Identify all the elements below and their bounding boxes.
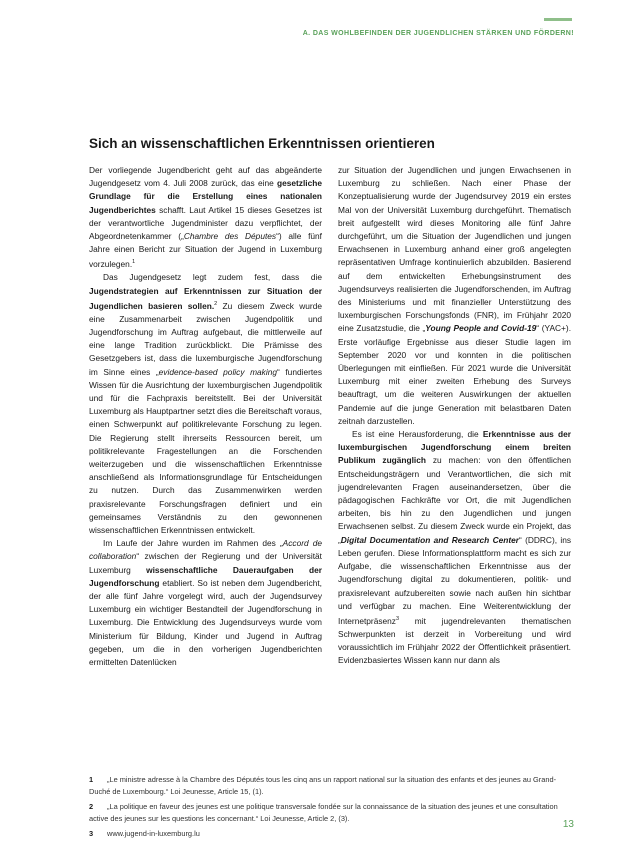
emphasis: Young People and Covid-19 [425,323,537,334]
text-run: Der vorliegende Jugendbericht geht auf das abgeänderte Jugendgesetz vom 4. Juli 2008 zurück, das eine [89,165,322,189]
section-title: Sich an wissenschaftlichen Erkenntnissen orientieren [89,136,435,151]
text-run: schafft. Laut Artikel 15 dieses Gesetzes ist der verantwortliche Jugendminister dazu verpflichtet, der Abgeordnetenkammer („ [89,204,322,242]
text-run: “ zwischen der Regierung und der Universität Luxemburg [89,551,322,575]
footnote-number: 2 [89,802,94,811]
body-columns [89,164,571,669]
text-run: mit jugendrelevanten thematischen Schwerpunkten ist derzeit in Vorbereitung und wird voraussichtlich im Frühjahr 2022 der Öffentlichkeit präsentiert. Evidenzbasiertes Wissen kann nur dann als [338,615,571,666]
footnote [89,801,571,824]
footnote-text: „La politique en faveur des jeunes est une politique transversale fondée sur la connaissance de la situation des jeunes et une consultation active des jeunes sur les questions les concernant.“ Loi Jeunesse, Article 2, (3). [89,802,558,823]
emphasis: Erkenntnisse aus der luxemburgischen Jugendforschung einem breiten Publikum zugänglich [338,429,571,466]
paragraph [89,537,322,669]
text-run: zu machen: von den öffentlichen Entscheidungsträgern und Verantwortlichen, die sich mit jugendrelevanten Fragen auseinandersetzen, über die pädagogischen Fachkräfte vor Ort, die mit Jugendlichen arbeiten, bis hin zu den Jugendlichen und jungen Erwachsenen selbst. Zu diesem Zweck wurde ein Projekt, das „ [338,455,571,545]
page-number: 13 [562,819,574,830]
text-run: Das Jugendgesetz legt zudem fest, dass die [103,272,322,283]
text-run: “ fundiertes Wissen für die Ausrichtung der luxemburgischen Jugendpolitik und für die Fachpraxis bereitstellt. Bei der Universität Luxemburg als Hauptpartner setzt dies die Bereitschaft voraus, einen Schwerpunkt auf politikrelevante Forschung zu legen. Die Regierung stellt ihrerseits Ressourcen bereit, um politikrelevante Fragestellungen an die Forschenden weiterzugeben und die wissenschaftlichen Erkenntnisse anschließend als Informationsgrundlage für Entscheidungen zu nutzen. Durch das Zusammenwirken werden praxisrelevante Forschungsfragen definiert und ein gemeinsames Verständnis zu den gewonnenen wissenschaftlichen Erkenntnissen entwickelt. [89,366,322,536]
emphasis: Chambre des Députes [183,231,277,242]
emphasis: Jugendstrategien auf Erkenntnissen zur Situation der Jugendlichen basieren sollen. [89,285,322,311]
footnote-ref: 3 [395,615,400,622]
text-run: zur Situation der Jugendlichen und jungen Erwachsenen in Luxemburg zu schließen. Nach einer Phase der Konzeptualisierung wurde der Jugendsurvey 2019 ein erstes Mal von der Universität Luxemburg durchgeführt. Thematisch breit aufgestellt wird dieses Monitoring alle fünf Jahre durchgeführt, um die Situation der Jugendlichen und jungen Erwachsenen in Luxemburg anhand einer groß angelegten repräsentativen Umfrage kontinuierlich abzubilden. Basierend auf dem entwickelten Erhebungsinstrument des Jugendsurveys realisierten die Jugendforschenden, im Auftrag des Ministeriums und mit finanzieller Unterstützung des luxemburgischen Forschungsfonds (FNR), im Frühjahr 2020 eine Zusatzstudie, die „ [338,165,571,334]
emphasis: Accord de collaboration [89,538,322,562]
left-column [89,164,322,669]
header-accent-rule [544,18,572,21]
text-run: “ (DDRC), ins Leben gerufen. Diese Informationsplattform macht es sich zur Aufgabe, die wissenschaftlichen Erkenntnisse aus der Jugendforschung digital zu dokumentieren, politik- und praxisrelevant aufzubereiten sowie nach außen hin sichtbar und verfügbar zu machen. Eine Weiterentwicklung der Internetpräsenz [338,534,572,626]
emphasis: gesetzliche Grundlage für die Erstellung eines nationalen Jugendberichtes [89,178,322,215]
text-run: “) alle fünf Jahre einen Bericht zur Situation der Jugend in Luxemburg vorzulegen. [89,231,322,270]
emphasis: wissenschaftliche Daueraufgaben der Jugendforschung [89,564,323,588]
footnotes [89,774,571,844]
footnote-number: 3 [89,829,94,838]
footnote-number: 1 [89,775,94,784]
paragraph [338,164,571,428]
text-run: etabliert. So ist neben dem Jugendbericht, der alle fünf Jahre vorgelegt wird, auch der Jugendsurvey Luxemburg ein wichtiger Bestandteil der Jugendforschung in Luxemburg. Die Entwicklung des Jugendsurveys wurde vom Ministerium für Bildung, Kinder und Jugend in Auftrag gegeben, um die in den vorherigen Jugendberichten ermittelten Datenlücken [89,577,322,668]
emphasis: evidence-based policy making [158,366,277,377]
text-run: Es ist eine Herausforderung, die [352,429,483,440]
text-run: Zu diesem Zweck wurde eine Zusammenarbeit zwischen Jugendpolitik und Jugendforschung im Auftrag aufgebaut, die mittlerweile auf eine lange Tradition zurückblickt. Die Prämisse des Gesetzgebers ist, dass die luxemburgische Jugendforschung im Sinne eines „ [89,300,322,377]
footnote-ref: 1 [132,259,136,266]
emphasis: Digital Documentation and Research Center [340,534,519,545]
footnote [89,828,571,840]
text-run: “ (YAC+). Erste vorläufige Ergebnisse aus dieser Studie lagen im September 2020 vor und konnten in die politischen Überlegungen mit einfließen. Für 2021 wurde die Universität Luxemburg mit einer zweiten Erhebung des Surveys beauftragt, um die weiteren Auswirkungen der aktuellen Pandemie auf die junge Generation mit belastbaren Daten zeitnah darzustellen. [338,323,572,426]
footnote-text: „Le ministre adresse à la Chambre des Députés tous les cinq ans un rapport national sur la situation des enfants et des jeunes au Grand-Duché de Luxembourg.“ Loi Jeunesse, Article 15, (1). [89,775,557,796]
right-column [338,164,571,669]
running-header: A. DAS WOHLBEFINDEN DER JUGENDLICHEN STÄRKEN UND FÖRDERN! [302,30,574,37]
footnote-ref: 2 [214,300,218,307]
footnote-link[interactable]: www.jugend-in-luxemburg.lu [107,829,200,838]
footnote [89,774,571,797]
text-run: Im Laufe der Jahre wurden im Rahmen des „ [103,538,283,549]
paragraph [338,428,571,667]
paragraph [89,271,322,537]
paragraph [89,164,322,271]
